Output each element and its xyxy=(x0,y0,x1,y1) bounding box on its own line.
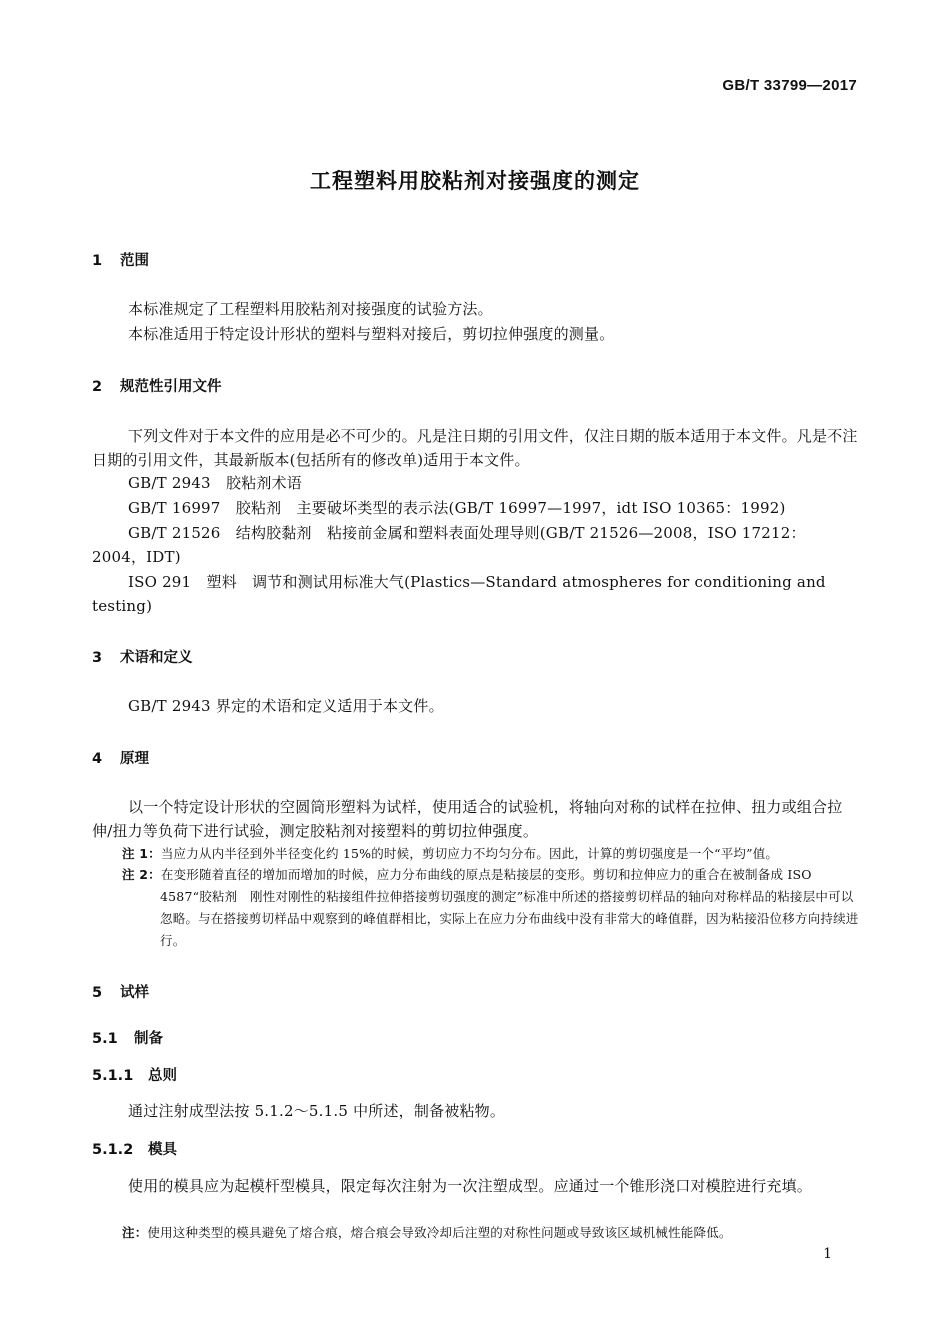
section-2-heading xyxy=(92,375,222,396)
section-title: 原理 xyxy=(120,751,149,767)
note-text: 当应力从内半径到外半径变化约 15%的时候，剪切应力不均匀分布。因此，计算的剪切强度是一个“平均”值。 xyxy=(160,846,779,861)
section-5-heading xyxy=(92,981,149,1002)
paragraph: GB/T 2943 界定的术语和定义适用于本文件。 xyxy=(128,697,444,715)
section-number: 4 xyxy=(92,751,103,767)
paragraph: 以一个特定设计形状的空圆筒形塑料为试样，使用适合的试验机，将轴向对称的试样在拉伸、扭力或组合拉伸/扭力等负荷下进行试验，测定胶粘剂对接塑料的剪切拉伸强度。 xyxy=(92,798,843,840)
paragraph: 本标准规定了工程塑料用胶粘剂对接强度的试验方法。 xyxy=(128,300,493,318)
section-title: 制备 xyxy=(134,1031,163,1047)
document-title: 工程塑料用胶粘剂对接强度的测定 xyxy=(310,169,640,193)
section-number: 5.1.2 xyxy=(92,1142,134,1158)
note-label: 注： xyxy=(122,1225,148,1240)
paragraph: 本标准适用于特定设计形状的塑料与塑料对接后，剪切拉伸强度的测量。 xyxy=(128,325,615,343)
section-title: 模具 xyxy=(148,1142,177,1158)
reference-item: ISO 291 塑料 调节和测试用标准大气(Plastics—Standard atmospheres for conditioning and testing) xyxy=(92,573,826,615)
note-2 xyxy=(122,864,860,952)
note-label: 注 1： xyxy=(122,846,161,861)
note-1 xyxy=(122,843,860,865)
note xyxy=(122,1222,860,1244)
reference-item: GB/T 21526 结构胶黏剂 粘接前金属和塑料表面处理导则(GB/T 21526—2008，ISO 17212：2004，IDT) xyxy=(92,524,806,566)
paragraph: 下列文件对于本文件的应用是必不可少的。凡是注日期的引用文件，仅注日期的版本适用于本文件。凡是不注日期的引用文件，其最新版本(包括所有的修改单)适用于本文件。 xyxy=(92,427,858,469)
section-number: 1 xyxy=(92,253,103,269)
section-1-heading xyxy=(92,249,149,270)
subsection-5-1-1-heading xyxy=(92,1064,177,1085)
paragraph: 使用的模具应为起模杆型模具，限定每次注射为一次注塑成型。应通过一个锥形浇口对模腔进行充填。 xyxy=(128,1177,813,1195)
reference-item: GB/T 16997 胶粘剂 主要破坏类型的表示法(GB/T 16997—1997，idt ISO 10365：1992) xyxy=(128,499,786,517)
section-number: 5 xyxy=(92,985,103,1001)
section-title: 总则 xyxy=(148,1068,177,1084)
section-4-heading xyxy=(92,747,149,768)
reference-item: GB/T 2943 胶粘剂术语 xyxy=(128,474,303,492)
note-text: 在变形随着直径的增加而增加的时候，应力分布曲线的原点是粘接层的变形。剪切和拉伸应力的重合在被制备成 ISO 4587“胶粘剂 刚性对刚性的粘接组件拉伸搭接剪切强度的测定”标准中所述的搭接剪切样品的轴向对称样品的粘接层中可以忽略。与在搭接剪切样品中观察到的峰值群相比，实际上在应力分布曲线中没有非常大的峰值群，因为粘接沿位移方向持续进行。 xyxy=(160,867,859,948)
note-label: 注 2： xyxy=(122,867,161,882)
section-number: 2 xyxy=(92,379,103,395)
section-number: 3 xyxy=(92,650,103,666)
section-title: 术语和定义 xyxy=(120,650,193,666)
standard-code: GB/T 33799—2017 xyxy=(722,77,857,94)
paragraph: 通过注射成型法按 5.1.2～5.1.5 中所述，制备被粘物。 xyxy=(128,1102,506,1120)
note-text: 使用这种类型的模具避免了熔合痕，熔合痕会导致冷却后注塑的对称性问题或导致该区域机械性能降低。 xyxy=(147,1225,732,1240)
section-3-heading xyxy=(92,646,193,667)
section-title: 范围 xyxy=(120,253,149,269)
subsection-5-1-heading xyxy=(92,1027,163,1048)
section-number: 5.1 xyxy=(92,1031,118,1047)
section-number: 5.1.1 xyxy=(92,1068,134,1084)
subsection-5-1-2-heading xyxy=(92,1138,177,1159)
section-title: 规范性引用文件 xyxy=(120,379,222,395)
section-title: 试样 xyxy=(120,985,149,1001)
page-number: 1 xyxy=(823,1246,832,1262)
